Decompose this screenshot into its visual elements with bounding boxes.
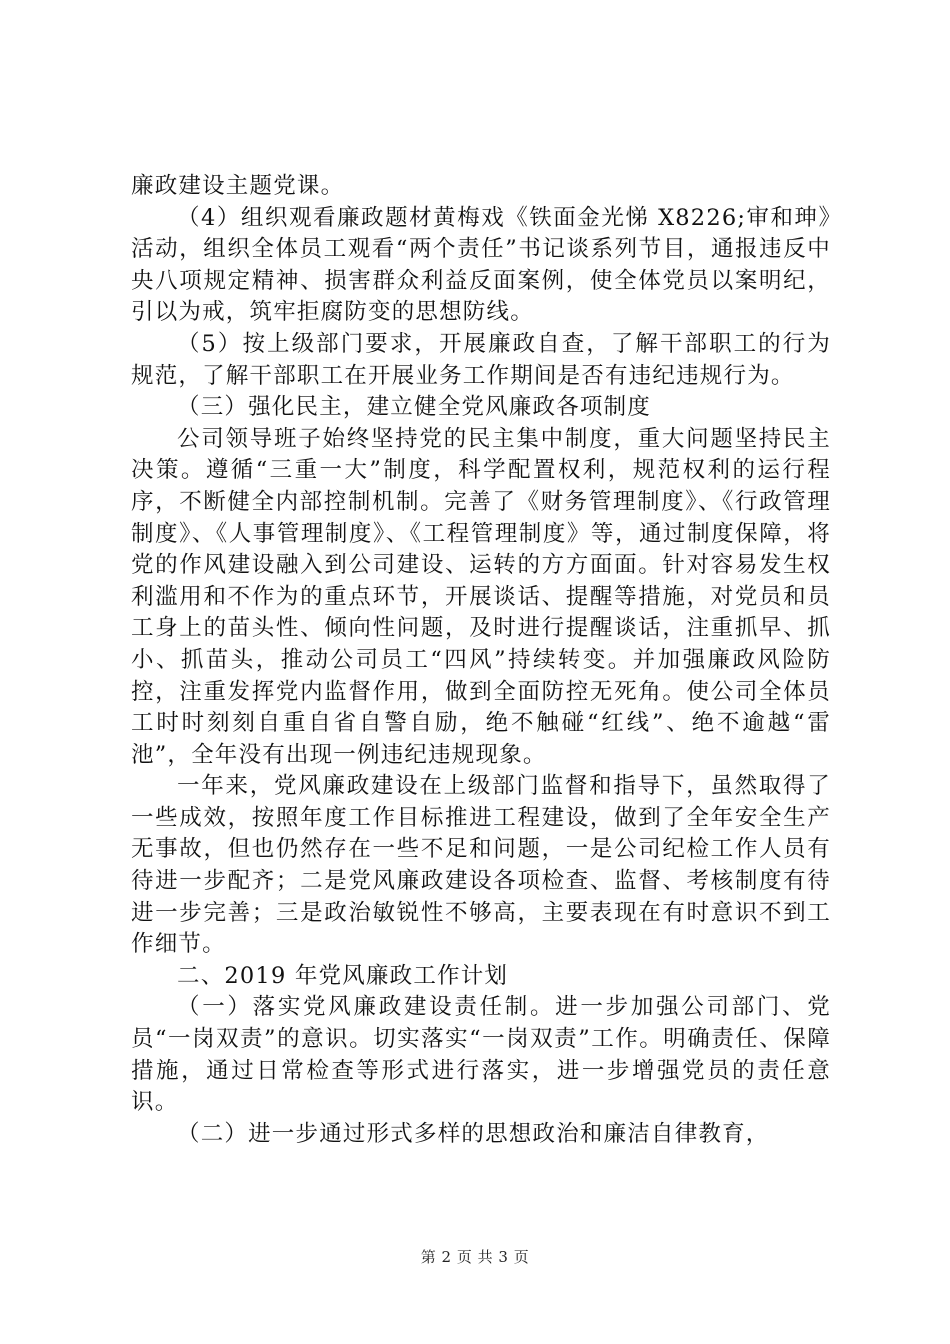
document-body [131, 171, 831, 1150]
paragraph-plan-1: （一）落实党风廉政建设责任制。进一步加强公司部门、党员“一岗双责”的意识。切实落实“一岗双责”工作。明确责任、保障措施，通过日常检查等形式进行落实，进一步增强党员的责任意识。 [131, 994, 831, 1116]
section-heading-3: （三）强化民主，建立健全党风廉政各项制度 [177, 394, 652, 421]
page-number-footer: 第 2 页 共 3 页 [420, 1248, 530, 1266]
paragraph-item-5: （5）按上级部门要求，开展廉政自查，了解干部职工的行为规范，了解干部职工在开展业务工作期间是否有违纪违规行为。 [131, 330, 831, 389]
paragraph-year-review: 一年来，党风廉政建设在上级部门监督和指导下，虽然取得了一些成效，按照年度工作目标推进工程建设，做到了全年安全生产无事故，但也仍然存在一些不足和问题，一是公司纪检工作人员有待进一步配齐；二是党风廉政建设各项检查、监督、考核制度有待进一步完善；三是政治敏锐性不够高，主要表现在有时意识不到工作细节。 [131, 773, 831, 958]
section-heading-plan: 二、2019 年党风廉政工作计划 [177, 962, 509, 989]
paragraph-democracy: 公司领导班子始终坚持党的民主集中制度，重大问题坚持民主决策。遵循“三重一大”制度，科学配置权利，规范权利的运行程序，不断健全内部控制机制。完善了《财务管理制度》、《行政管理制度》、《人事管理制度》、《工程管理制度》等，通过制度保障，将党的作风建设融入到公司建设、运转的方方面面。针对容易发生权利滥用和不作为的重点环节，开展谈话、提醒等措施，对党员和员工身上的苗头性、倾向性问题，及时进行提醒谈话，注重抓早、抓小、抓苗头，推动公司员工“四风”持续转变。并加强廉政风险防控，注重发挥党内监督作用，做到全面防控无死角。使公司全体员工时时刻刻自重自省自警自励，绝不触碰“红线”、绝不逾越“雷池”，全年没有出现一例违纪违规现象。 [131, 425, 831, 768]
paragraph-plan-2: （二）进一步通过形式多样的思想政治和廉洁自律教育， [177, 1120, 770, 1147]
paragraph-continuation: 廉政建设主题党课。 [131, 173, 345, 199]
paragraph-item-4: （4）组织观看廉政题材黄梅戏《铁面金光悌 X8226;审和珅》活动，组织全体员工观看“两个责任”书记谈系列节目，通报违反中央八项规定精神、损害群众利益反面案例，使全体党员以案明纪，引以为戒，筑牢拒腐防变的思想防线。 [131, 204, 831, 326]
